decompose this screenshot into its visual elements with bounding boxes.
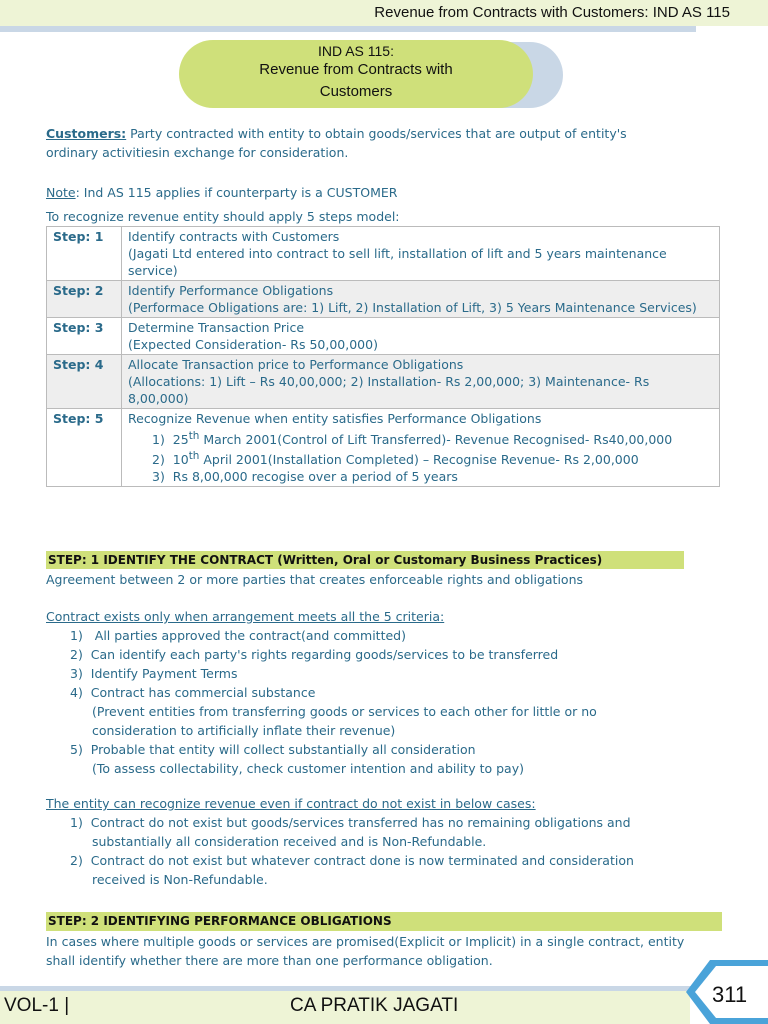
- section-1-heading: [46, 551, 684, 569]
- step-label: Step: 5: [47, 409, 122, 487]
- list-text-cont: substantially all consideration received and is Non-Refundable.: [92, 834, 487, 849]
- list-text: Contract has commercial substance: [90, 685, 316, 700]
- list-item: [70, 626, 720, 645]
- step-content: [122, 227, 720, 281]
- customers-text-2: ordinary activitiesin exchange for consideration.: [46, 145, 349, 160]
- list-text: Identify Payment Terms: [90, 666, 238, 681]
- note-label: Note: [46, 185, 76, 200]
- list-num: 1): [70, 628, 83, 643]
- list-num: 2): [70, 853, 83, 868]
- list-item: [70, 645, 720, 664]
- list-text: Contract do not exist but goods/services transferred has no remaining obligations and: [90, 815, 631, 830]
- criteria-list: [70, 626, 720, 778]
- list-num: 2): [70, 647, 83, 662]
- list-sup: th: [188, 430, 200, 442]
- page-number: 311: [712, 982, 748, 1007]
- section-1-subtitle: (Written, Oral or Customary Business Practices): [273, 553, 603, 567]
- step-title: Recognize Revenue when entity satisfies Performance Obligations: [128, 411, 542, 426]
- list-num: 1): [152, 432, 165, 448]
- step-content: [122, 355, 720, 409]
- steps-table: [46, 226, 720, 487]
- criteria-4-note-1: (Prevent entities from transferring goods or services to each other for little or no: [92, 704, 597, 719]
- footer-author: CA PRATIK JAGATI: [290, 995, 459, 1016]
- step-detail: (Performace Obligations are: 1) Lift, 2) Installation of Lift, 3) 5 Years Maintenance Services): [128, 300, 697, 315]
- list-item: [70, 813, 720, 832]
- table-row: [47, 281, 720, 318]
- step-content: [122, 409, 720, 487]
- list-text-rest: March 2001(Control of Lift Transferred)- Revenue Recognised- Rs40,00,000: [199, 432, 673, 448]
- step-title: Allocate Transaction price to Performance Obligations: [128, 357, 464, 372]
- list-num: 4): [70, 685, 83, 700]
- list-text: 10: [172, 452, 189, 468]
- step-detail: (Jagati Ltd entered into contract to sell lift, installation of lift and 5 years maintenance service): [128, 246, 667, 278]
- title-line-2: Revenue from Contracts with: [259, 61, 453, 78]
- criteria-4-note-2: consideration to artificially inflate their revenue): [92, 723, 396, 738]
- list-num: 3): [152, 469, 165, 485]
- cases-list: [70, 813, 720, 889]
- section-2-heading: STEP: 2 IDENTIFYING PERFORMANCE OBLIGATIONS: [48, 914, 392, 928]
- section-2-text: [46, 932, 746, 970]
- step-label: Step: 4: [47, 355, 122, 409]
- list-text: Contract do not exist but whatever contract done is now terminated and consideration: [90, 853, 634, 868]
- table-row: [47, 355, 720, 409]
- list-text-cont: received is Non-Refundable.: [92, 872, 268, 887]
- list-text-rest: April 2001(Installation Completed) – Recognise Revenue- Rs 2,00,000: [199, 452, 639, 468]
- footer-volume: VOL-1 |: [4, 995, 70, 1016]
- section-1-title: STEP: 1 IDENTIFY THE CONTRACT: [48, 553, 274, 567]
- step-label: Step: 1: [47, 227, 122, 281]
- step-title: Identify Performance Obligations: [128, 283, 334, 298]
- section-1-heading-bar: [46, 551, 684, 569]
- step-content: [122, 281, 720, 318]
- section-1-text: Agreement between 2 or more parties that creates enforceable rights and obligations: [46, 572, 584, 587]
- customers-definition: [46, 124, 726, 162]
- list-item: [70, 740, 720, 759]
- step-5-sublist: [152, 428, 713, 485]
- list-item: [70, 683, 720, 702]
- list-item: [152, 468, 713, 485]
- customers-label: Customers:: [46, 126, 127, 141]
- note-text: : Ind AS 115 applies if counterparty is a CUSTOMER: [75, 185, 398, 200]
- list-text: Probable that entity will collect substantially all consideration: [90, 742, 476, 757]
- header-rule: [0, 26, 696, 32]
- title-line-1: IND AS 115:: [317, 43, 394, 59]
- section-2-line-2: shall identify whether there are more than one performance obligation.: [46, 953, 493, 968]
- list-num: 2): [152, 452, 165, 468]
- title-line-3: Customers: [319, 83, 393, 100]
- list-num: 1): [70, 815, 83, 830]
- list-sup: th: [188, 450, 200, 463]
- cases-title: The entity can recognize revenue even if contract do not exist in below cases:: [46, 796, 536, 811]
- step-title: Identify contracts with Customers: [128, 229, 340, 244]
- criteria-5-note: (To assess collectability, check customer intention and ability to pay): [92, 761, 524, 776]
- header-title: Revenue from Contracts with Customers: IND AS 115: [374, 4, 730, 21]
- table-row: [47, 227, 720, 281]
- customers-text: Party contracted with entity to obtain goods/services that are output of entity's: [126, 126, 627, 141]
- list-num: 5): [70, 742, 83, 757]
- list-text: All parties approved the contract(and committed): [90, 628, 406, 643]
- table-row: [47, 318, 720, 355]
- list-item: [152, 448, 713, 468]
- step-detail: (Expected Consideration- Rs 50,00,000): [128, 337, 378, 352]
- section-2-line-1: In cases where multiple goods or services are promised(Explicit or Implicit) in a single contract, entity: [46, 934, 685, 949]
- list-text: Can identify each party's rights regarding goods/services to be transferred: [90, 647, 559, 662]
- section-2-heading-bar: [46, 912, 722, 931]
- list-item: [152, 428, 713, 448]
- list-item: [70, 851, 720, 870]
- list-item: [70, 664, 720, 683]
- note: [46, 183, 726, 202]
- table-row: [47, 409, 720, 487]
- list-text: Rs 8,00,000 recogise over a period of 5 years: [172, 469, 458, 485]
- step-label: Step: 2: [47, 281, 122, 318]
- criteria-title: Contract exists only when arrangement meets all the 5 criteria:: [46, 609, 445, 624]
- steps-intro: To recognize revenue entity should apply 5 steps model:: [46, 209, 400, 224]
- step-content: [122, 318, 720, 355]
- title-pill: [179, 40, 533, 108]
- list-num: 3): [70, 666, 83, 681]
- step-title: Determine Transaction Price: [128, 320, 305, 335]
- step-label: Step: 3: [47, 318, 122, 355]
- list-text: 25: [172, 432, 189, 448]
- step-detail: (Allocations: 1) Lift – Rs 40,00,000; 2) Installation- Rs 2,00,000; 3) Maintenance- Rs 8,00,000): [128, 374, 650, 406]
